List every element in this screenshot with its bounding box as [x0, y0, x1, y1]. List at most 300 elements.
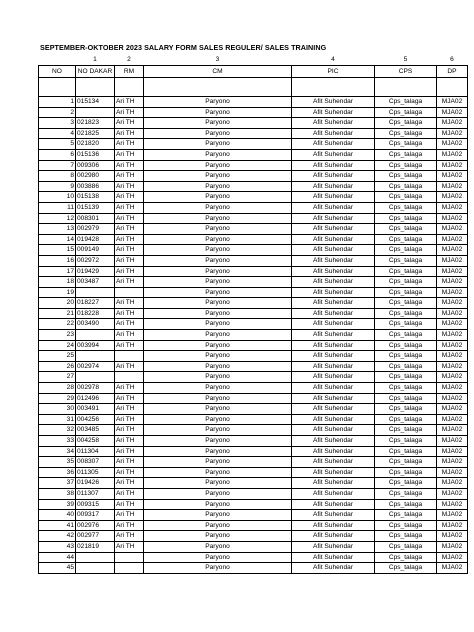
cell-no-dakar: 009306 — [76, 160, 115, 171]
cell-dp: MJA02 — [437, 330, 468, 341]
cell-cm: Paryono — [144, 499, 292, 510]
cell-pic: Afit Suhendar — [292, 404, 375, 415]
cell-dp: MJA02 — [437, 361, 468, 372]
cell-dp: MJA02 — [437, 510, 468, 521]
cell-cps: Cps_talaga — [375, 266, 437, 277]
cell-no-dakar: 002977 — [76, 531, 115, 542]
cell-dp: MJA02 — [437, 457, 468, 468]
cell-rm: Ari TH — [115, 393, 144, 404]
cell-dp: MJA02 — [437, 541, 468, 552]
cell-no-dakar: 003994 — [76, 340, 115, 351]
cell-pic: Afit Suhendar — [292, 520, 375, 531]
cell-cps: Cps_talaga — [375, 351, 437, 362]
table-row — [39, 478, 468, 489]
column-number-row — [39, 55, 468, 66]
cell-no-dakar: 002980 — [76, 171, 115, 182]
cell-no: 30 — [39, 404, 76, 415]
cell-rm: Ari TH — [115, 308, 144, 319]
cell-no-dakar: 015136 — [76, 149, 115, 160]
cell-cm: Paryono — [144, 520, 292, 531]
cell-rm: Ari TH — [115, 266, 144, 277]
cell-rm: Ari TH — [115, 340, 144, 351]
cell-no: 10 — [39, 192, 76, 203]
blank-cell — [115, 78, 144, 97]
cell-cm: Paryono — [144, 552, 292, 563]
cell-pic: Afit Suhendar — [292, 128, 375, 139]
cell-no: 9 — [39, 181, 76, 192]
cell-pic: Afit Suhendar — [292, 414, 375, 425]
table-row — [39, 499, 468, 510]
cell-pic: Afit Suhendar — [292, 457, 375, 468]
cell-dp: MJA02 — [437, 393, 468, 404]
cell-cps: Cps_talaga — [375, 446, 437, 457]
cell-no-dakar: 003491 — [76, 404, 115, 415]
cell-rm: Ari TH — [115, 245, 144, 256]
cell-cps: Cps_talaga — [375, 531, 437, 542]
cell-cps: Cps_talaga — [375, 510, 437, 521]
cell-rm: Ari TH — [115, 330, 144, 341]
cell-pic: Afit Suhendar — [292, 372, 375, 383]
cell-dp: MJA02 — [437, 128, 468, 139]
cell-cps: Cps_talaga — [375, 499, 437, 510]
cell-cps: Cps_talaga — [375, 234, 437, 245]
cell-cm: Paryono — [144, 118, 292, 129]
cell-no: 16 — [39, 255, 76, 266]
cell-cps: Cps_talaga — [375, 213, 437, 224]
cell-dp: MJA02 — [437, 277, 468, 288]
cell-pic: Afit Suhendar — [292, 224, 375, 235]
cell-no: 6 — [39, 149, 76, 160]
cell-pic: Afit Suhendar — [292, 541, 375, 552]
cell-cps: Cps_talaga — [375, 541, 437, 552]
cell-cm: Paryono — [144, 436, 292, 447]
cell-pic: Afit Suhendar — [292, 192, 375, 203]
cell-cps: Cps_talaga — [375, 361, 437, 372]
cell-cps: Cps_talaga — [375, 298, 437, 309]
table-row — [39, 436, 468, 447]
cell-rm: Ari TH — [115, 277, 144, 288]
header-cm: CM — [144, 66, 292, 78]
cell-rm: Ari TH — [115, 520, 144, 531]
header-no: NO — [39, 66, 76, 78]
column-number: 5 — [403, 56, 408, 63]
cell-pic: Afit Suhendar — [292, 531, 375, 542]
cell-rm: Ari TH — [115, 467, 144, 478]
cell-cps: Cps_talaga — [375, 128, 437, 139]
cell-cps: Cps_talaga — [375, 425, 437, 436]
cell-cps: Cps_talaga — [375, 160, 437, 171]
cell-cps: Cps_talaga — [375, 488, 437, 499]
cell-rm: Ari TH — [115, 319, 144, 330]
cell-dp: MJA02 — [437, 234, 468, 245]
cell-no: 33 — [39, 436, 76, 447]
cell-cm: Paryono — [144, 541, 292, 552]
cell-rm: Ari TH — [115, 224, 144, 235]
blank-cell — [39, 78, 76, 97]
cell-rm: Ari TH — [115, 128, 144, 139]
cell-pic: Afit Suhendar — [292, 107, 375, 118]
cell-pic: Afit Suhendar — [292, 298, 375, 309]
blank-cell — [76, 78, 115, 97]
salary-table — [38, 55, 468, 574]
cell-dp: MJA02 — [437, 414, 468, 425]
cell-rm: Ari TH — [115, 404, 144, 415]
cell-cps: Cps_talaga — [375, 436, 437, 447]
cell-cm: Paryono — [144, 277, 292, 288]
cell-rm: Ari TH — [115, 488, 144, 499]
cell-dp: MJA02 — [437, 118, 468, 129]
cell-no-dakar: 009149 — [76, 245, 115, 256]
cell-no-dakar: 011307 — [76, 488, 115, 499]
cell-cm: Paryono — [144, 393, 292, 404]
cell-cps: Cps_talaga — [375, 340, 437, 351]
table-row — [39, 361, 468, 372]
cell-no-dakar: 004258 — [76, 436, 115, 447]
cell-rm: Ari TH — [115, 202, 144, 213]
table-row — [39, 308, 468, 319]
header-dp: DP — [437, 66, 468, 78]
table-row — [39, 181, 468, 192]
cell-no-dakar: 011305 — [76, 467, 115, 478]
cell-dp: MJA02 — [437, 383, 468, 394]
cell-cps: Cps_talaga — [375, 319, 437, 330]
cell-no-dakar — [76, 330, 115, 341]
table-row — [39, 563, 468, 574]
cell-dp: MJA02 — [437, 192, 468, 203]
cell-no: 11 — [39, 202, 76, 213]
blank-cell — [144, 78, 292, 97]
cell-rm: Ari TH — [115, 213, 144, 224]
cell-no-dakar: 012496 — [76, 393, 115, 404]
cell-cps: Cps_talaga — [375, 224, 437, 235]
header-pic: PIC — [292, 66, 375, 78]
cell-no-dakar: 021819 — [76, 541, 115, 552]
cell-rm: Ari TH — [115, 457, 144, 468]
cell-cps: Cps_talaga — [375, 181, 437, 192]
cell-no: 21 — [39, 308, 76, 319]
cell-no: 41 — [39, 520, 76, 531]
cell-dp: MJA02 — [437, 298, 468, 309]
cell-no-dakar — [76, 372, 115, 383]
cell-no-dakar: 015138 — [76, 192, 115, 203]
cell-no: 32 — [39, 425, 76, 436]
table-row — [39, 213, 468, 224]
cell-cps: Cps_talaga — [375, 107, 437, 118]
table-row — [39, 171, 468, 182]
cell-cm: Paryono — [144, 319, 292, 330]
column-number: 1 — [93, 56, 97, 63]
table-row — [39, 97, 468, 108]
cell-cps: Cps_talaga — [375, 118, 437, 129]
cell-cps: Cps_talaga — [375, 149, 437, 160]
cell-pic: Afit Suhendar — [292, 97, 375, 108]
cell-rm: Ari TH — [115, 118, 144, 129]
cell-pic: Afit Suhendar — [292, 213, 375, 224]
cell-no: 23 — [39, 330, 76, 341]
cell-no-dakar: 002978 — [76, 383, 115, 394]
cell-dp: MJA02 — [437, 488, 468, 499]
cell-no: 18 — [39, 277, 76, 288]
cell-cm: Paryono — [144, 467, 292, 478]
cell-no: 34 — [39, 446, 76, 457]
cell-no-dakar — [76, 107, 115, 118]
table-row — [39, 319, 468, 330]
table-row — [39, 107, 468, 118]
cell-cm: Paryono — [144, 128, 292, 139]
cell-cps: Cps_talaga — [375, 457, 437, 468]
cell-rm: Ari TH — [115, 298, 144, 309]
cell-dp: MJA02 — [437, 181, 468, 192]
cell-no-dakar: 009317 — [76, 510, 115, 521]
cell-no: 25 — [39, 351, 76, 362]
cell-cm: Paryono — [144, 97, 292, 108]
table-row — [39, 277, 468, 288]
cell-rm: Ari TH — [115, 149, 144, 160]
cell-cps: Cps_talaga — [375, 139, 437, 150]
cell-no-dakar: 019426 — [76, 478, 115, 489]
cell-no-dakar: 018227 — [76, 298, 115, 309]
cell-cps: Cps_talaga — [375, 393, 437, 404]
cell-no-dakar: 003487 — [76, 277, 115, 288]
cell-cps: Cps_talaga — [375, 552, 437, 563]
cell-dp: MJA02 — [437, 351, 468, 362]
table-row — [39, 202, 468, 213]
cell-cm: Paryono — [144, 139, 292, 150]
cell-pic: Afit Suhendar — [292, 393, 375, 404]
cell-cps: Cps_talaga — [375, 404, 437, 415]
cell-dp: MJA02 — [437, 520, 468, 531]
cell-cps: Cps_talaga — [375, 287, 437, 298]
cell-cm: Paryono — [144, 510, 292, 521]
table-row — [39, 298, 468, 309]
cell-no: 37 — [39, 478, 76, 489]
blank-row — [39, 78, 468, 97]
cell-dp: MJA02 — [437, 224, 468, 235]
cell-cm: Paryono — [144, 298, 292, 309]
cell-cm: Paryono — [144, 255, 292, 266]
cell-pic: Afit Suhendar — [292, 467, 375, 478]
table-row — [39, 510, 468, 521]
cell-no-dakar: 004256 — [76, 414, 115, 425]
blank-cell — [292, 78, 375, 97]
cell-no-dakar: 021820 — [76, 139, 115, 150]
cell-rm: Ari TH — [115, 192, 144, 203]
cell-dp: MJA02 — [437, 245, 468, 256]
cell-dp: MJA02 — [437, 552, 468, 563]
header-row — [39, 66, 468, 78]
cell-no: 12 — [39, 213, 76, 224]
cell-no: 45 — [39, 563, 76, 574]
cell-no: 7 — [39, 160, 76, 171]
cell-cm: Paryono — [144, 404, 292, 415]
cell-no-dakar: 008307 — [76, 457, 115, 468]
cell-pic: Afit Suhendar — [292, 361, 375, 372]
cell-dp: MJA02 — [437, 446, 468, 457]
cell-cm: Paryono — [144, 202, 292, 213]
cell-rm: Ari TH — [115, 531, 144, 542]
cell-dp: MJA02 — [437, 255, 468, 266]
cell-cm: Paryono — [144, 213, 292, 224]
cell-dp: MJA02 — [437, 478, 468, 489]
cell-rm: Ari TH — [115, 234, 144, 245]
cell-no: 44 — [39, 552, 76, 563]
cell-rm: Ari TH — [115, 383, 144, 394]
cell-dp: MJA02 — [437, 213, 468, 224]
cell-rm — [115, 552, 144, 563]
cell-no: 27 — [39, 372, 76, 383]
table-row — [39, 425, 468, 436]
document-title: SEPTEMBER-OKTOBER 2023 SALARY FORM SALES REGULER/ SALES TRAINING — [40, 43, 327, 52]
cell-no: 15 — [39, 245, 76, 256]
cell-no-dakar: 002979 — [76, 224, 115, 235]
cell-dp: MJA02 — [437, 467, 468, 478]
cell-cps: Cps_talaga — [375, 330, 437, 341]
cell-cps: Cps_talaga — [375, 171, 437, 182]
cell-cm: Paryono — [144, 478, 292, 489]
cell-no-dakar: 003886 — [76, 181, 115, 192]
cell-no: 19 — [39, 287, 76, 298]
table-row — [39, 330, 468, 341]
cell-rm: Ari TH — [115, 361, 144, 372]
table-row — [39, 287, 468, 298]
cell-dp: MJA02 — [437, 404, 468, 415]
cell-no-dakar: 021823 — [76, 118, 115, 129]
cell-cps: Cps_talaga — [375, 520, 437, 531]
cell-cm: Paryono — [144, 287, 292, 298]
cell-no: 43 — [39, 541, 76, 552]
cell-dp: MJA02 — [437, 97, 468, 108]
cell-cps: Cps_talaga — [375, 192, 437, 203]
cell-cm: Paryono — [144, 107, 292, 118]
cell-no: 42 — [39, 531, 76, 542]
cell-rm: Ari TH — [115, 160, 144, 171]
cell-cm: Paryono — [144, 372, 292, 383]
cell-no-dakar: 009315 — [76, 499, 115, 510]
cell-cps: Cps_talaga — [375, 97, 437, 108]
cell-pic: Afit Suhendar — [292, 171, 375, 182]
cell-cm: Paryono — [144, 160, 292, 171]
cell-no: 26 — [39, 361, 76, 372]
cell-cps: Cps_talaga — [375, 202, 437, 213]
cell-rm: Ari TH — [115, 139, 144, 150]
table-row — [39, 351, 468, 362]
cell-no: 14 — [39, 234, 76, 245]
cell-rm: Ari TH — [115, 499, 144, 510]
cell-dp: MJA02 — [437, 149, 468, 160]
cell-no: 8 — [39, 171, 76, 182]
table-row — [39, 245, 468, 256]
cell-no-dakar: 011304 — [76, 446, 115, 457]
table-row — [39, 224, 468, 235]
cell-pic: Afit Suhendar — [292, 149, 375, 160]
cell-cm: Paryono — [144, 457, 292, 468]
cell-pic: Afit Suhendar — [292, 255, 375, 266]
blank-cell — [375, 78, 437, 97]
cell-rm: Ari TH — [115, 414, 144, 425]
table-row — [39, 149, 468, 160]
cell-dp: MJA02 — [437, 425, 468, 436]
cell-cm: Paryono — [144, 563, 292, 574]
cell-cps: Cps_talaga — [375, 245, 437, 256]
table-row — [39, 541, 468, 552]
column-number: 2 — [127, 56, 131, 63]
cell-no-dakar: 002972 — [76, 255, 115, 266]
cell-rm: Ari TH — [115, 436, 144, 447]
cell-cm: Paryono — [144, 446, 292, 457]
cell-cm: Paryono — [144, 308, 292, 319]
cell-rm: Ari TH — [115, 97, 144, 108]
cell-rm: Ari TH — [115, 425, 144, 436]
table-row — [39, 128, 468, 139]
table-row — [39, 467, 468, 478]
cell-cps: Cps_talaga — [375, 372, 437, 383]
cell-dp: MJA02 — [437, 107, 468, 118]
table-row — [39, 404, 468, 415]
cell-dp: MJA02 — [437, 287, 468, 298]
cell-no-dakar — [76, 351, 115, 362]
cell-no-dakar: 003490 — [76, 319, 115, 330]
cell-no-dakar: 003485 — [76, 425, 115, 436]
table-row — [39, 520, 468, 531]
cell-no-dakar: 002974 — [76, 361, 115, 372]
cell-pic: Afit Suhendar — [292, 118, 375, 129]
cell-cps: Cps_talaga — [375, 308, 437, 319]
cell-pic: Afit Suhendar — [292, 234, 375, 245]
cell-no: 17 — [39, 266, 76, 277]
table-row — [39, 488, 468, 499]
cell-no: 22 — [39, 319, 76, 330]
cell-rm — [115, 563, 144, 574]
cell-cm: Paryono — [144, 383, 292, 394]
cell-pic: Afit Suhendar — [292, 552, 375, 563]
cell-dp: MJA02 — [437, 202, 468, 213]
cell-no: 39 — [39, 499, 76, 510]
cell-no-dakar: 019428 — [76, 234, 115, 245]
cell-cm: Paryono — [144, 330, 292, 341]
cell-pic: Afit Suhendar — [292, 499, 375, 510]
cell-dp: MJA02 — [437, 160, 468, 171]
cell-no: 31 — [39, 414, 76, 425]
cell-pic: Afit Suhendar — [292, 319, 375, 330]
cell-cm: Paryono — [144, 531, 292, 542]
table-row — [39, 414, 468, 425]
cell-no: 2 — [39, 107, 76, 118]
cell-rm: Ari TH — [115, 181, 144, 192]
cell-cm: Paryono — [144, 414, 292, 425]
cell-no-dakar: 021825 — [76, 128, 115, 139]
cell-no: 28 — [39, 383, 76, 394]
cell-pic: Afit Suhendar — [292, 330, 375, 341]
cell-no-dakar: 015134 — [76, 97, 115, 108]
table-row — [39, 234, 468, 245]
table-row — [39, 160, 468, 171]
cell-cm: Paryono — [144, 181, 292, 192]
cell-dp: MJA02 — [437, 266, 468, 277]
table-row — [39, 118, 468, 129]
cell-no: 38 — [39, 488, 76, 499]
table-row — [39, 372, 468, 383]
cell-no: 5 — [39, 139, 76, 150]
cell-dp: MJA02 — [437, 531, 468, 542]
cell-pic: Afit Suhendar — [292, 510, 375, 521]
cell-cps: Cps_talaga — [375, 383, 437, 394]
cell-no: 24 — [39, 340, 76, 351]
cell-rm — [115, 372, 144, 383]
table-row — [39, 266, 468, 277]
cell-no-dakar: 008301 — [76, 213, 115, 224]
cell-no: 3 — [39, 118, 76, 129]
table-row — [39, 446, 468, 457]
